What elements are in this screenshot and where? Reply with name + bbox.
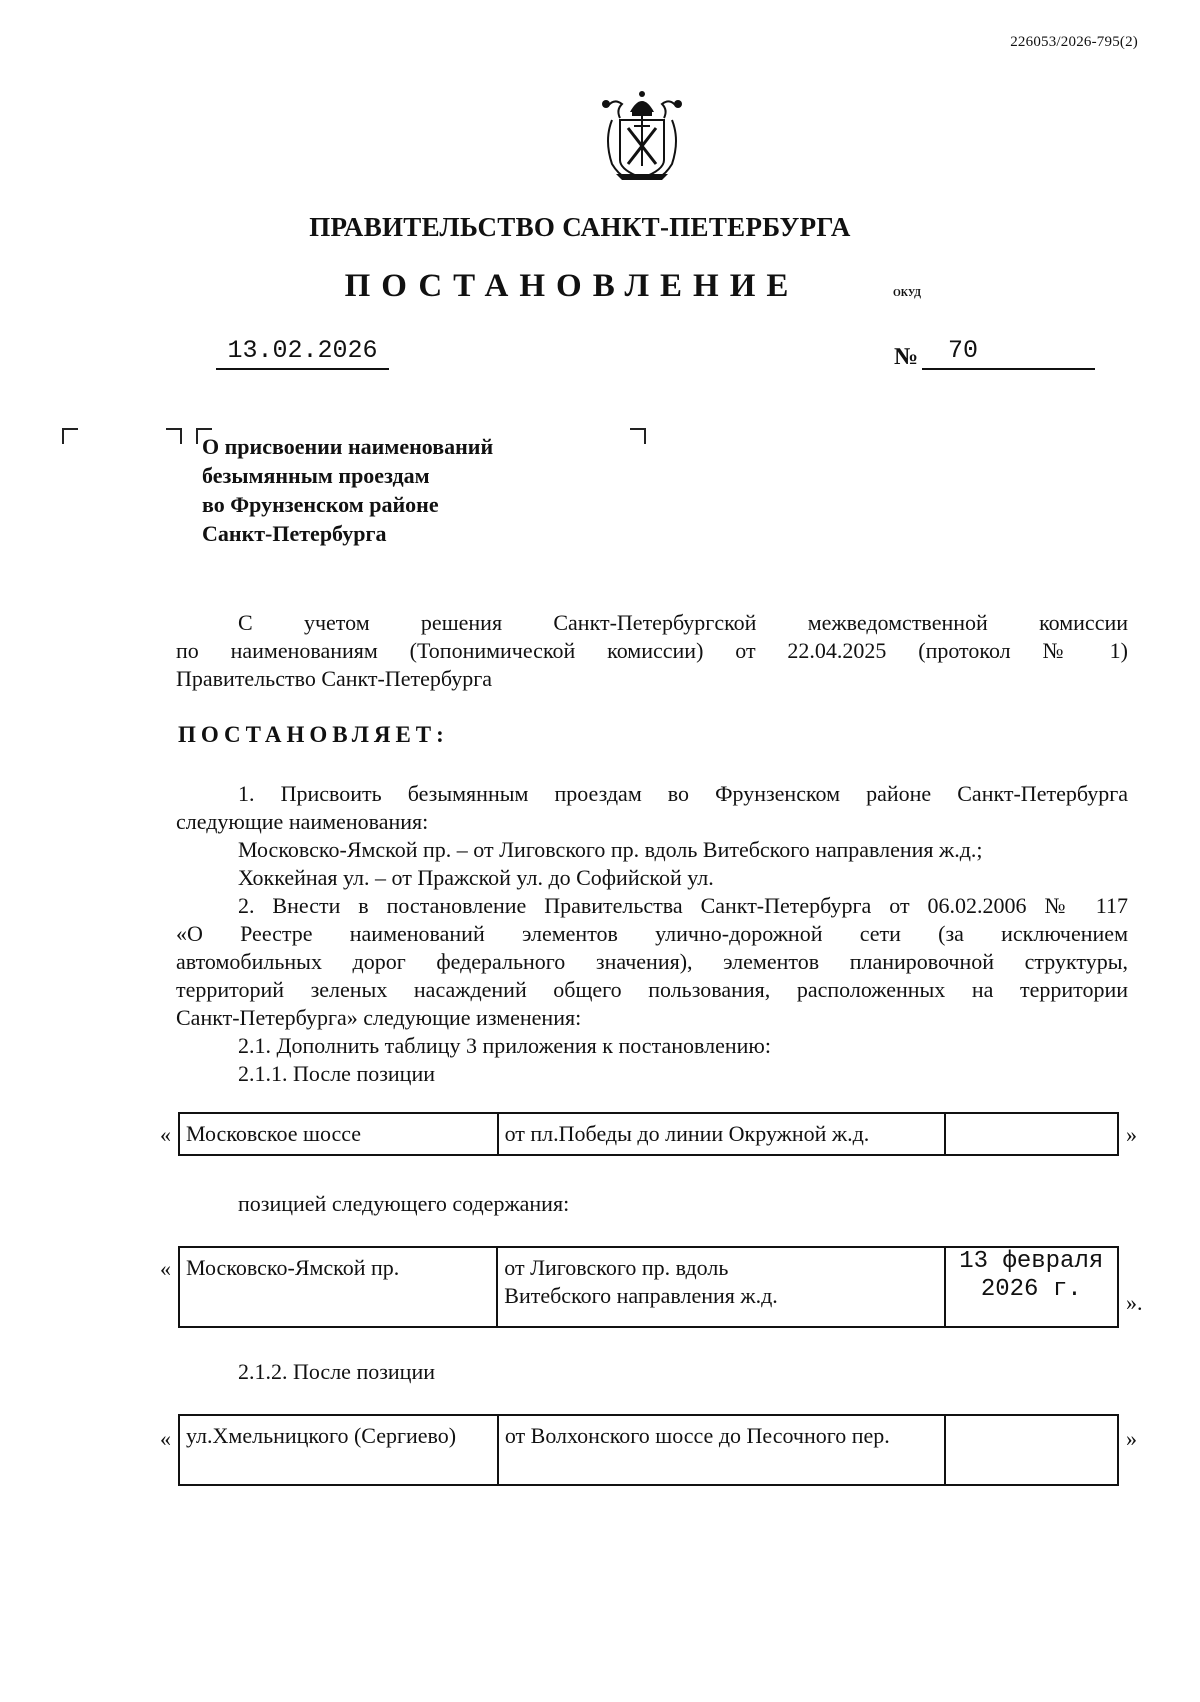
paragraph-line: территорий зеленых насаждений общего пользования, расположенных на территории [176, 977, 1128, 1002]
quote-open: « [160, 1256, 171, 1281]
position-table-1 [178, 1112, 1119, 1156]
number-label: № [894, 344, 919, 370]
position-table-3 [178, 1414, 1119, 1486]
table-cell-name: Московско-Ямской пр. [179, 1247, 497, 1327]
table-cell-date [945, 1247, 1119, 1327]
paragraph-line: Санкт-Петербурга» следующие изменения: [176, 1005, 582, 1030]
quote-close: » [1126, 1426, 1137, 1451]
paragraph-line: 1. Присвоить безымянным проездам во Фрунзенском районе Санкт-Петербурга [238, 781, 1128, 806]
table-cell-name: ул.Хмельницкого (Сергиево) [179, 1415, 498, 1485]
resolves-heading: ПОСТАНОВЛЯЕТ: [178, 722, 449, 747]
paragraph-line: Московско-Ямской пр. – от Лиговского пр. вдоль Витебского направления ж.д.; [238, 837, 983, 862]
paragraph-line: 2.1.1. После позиции [238, 1061, 436, 1086]
table-row [179, 1247, 1118, 1327]
paragraph-line: следующие наименования: [176, 809, 429, 834]
quote-close-dot: ». [1126, 1290, 1143, 1315]
decree-date: 13.02.2026 [216, 336, 389, 370]
government-name: ПРАВИТЕЛЬСТВО САНКТ-ПЕТЕРБУРГА [309, 212, 851, 242]
decree-title [202, 432, 493, 548]
coat-of-arms-emblem [590, 86, 694, 190]
title-bracket-left-outer [62, 428, 78, 444]
decree-heading-row [0, 268, 1200, 305]
desc-line: от Лиговского пр. вдоль [504, 1255, 729, 1280]
title-line: безымянным проездам [202, 463, 430, 488]
okud-label: ОКУД [893, 288, 922, 299]
table-row [179, 1113, 1118, 1155]
paragraph-line: «О Реестре наименований элементов улично-дорожной сети (за исключением [176, 921, 1128, 946]
paragraph-line: автомобильных дорог федерального значения), элементов планировочной структуры, [176, 949, 1128, 974]
quote-open: « [160, 1122, 171, 1147]
title-bracket-right-inner [166, 428, 182, 444]
desc-line: Витебского направления ж.д. [504, 1283, 778, 1308]
title-line: во Фрунзенском районе [202, 492, 439, 517]
title-bracket-right-outer [630, 428, 646, 444]
preamble-line: Правительство Санкт-Петербурга [176, 666, 493, 691]
table-cell-date [945, 1415, 1118, 1485]
paragraph-line: 2.1. Дополнить таблицу 3 приложения к постановлению: [238, 1033, 771, 1058]
paragraph-line: 2. Внести в постановление Правительства Санкт-Петербурга от 06.02.2006 № 117 [238, 893, 1128, 918]
position-table-2 [178, 1246, 1119, 1328]
table-cell-desc [497, 1247, 944, 1327]
table-cell-desc: от пл.Победы до линии Окружной ж.д. [498, 1113, 946, 1155]
decree-heading: ПОСТАНОВЛЕНИЕ [344, 268, 800, 304]
quote-close: » [1126, 1122, 1137, 1147]
quote-open: « [160, 1426, 171, 1451]
table-cell-date [945, 1113, 1118, 1155]
paragraph-line: позицией следующего содержания: [238, 1191, 570, 1216]
table-cell-name: Московское шоссе [179, 1113, 498, 1155]
preamble-line: С учетом решения Санкт-Петербургской межведомственной комиссии [238, 610, 1128, 635]
document-number: 226053/2026-795(2) [1010, 34, 1138, 50]
date-line: 2026 г. [980, 1276, 1082, 1303]
paragraph-line: 2.1.2. После позиции [238, 1359, 436, 1384]
paragraph-line: Хоккейная ул. – от Пражской ул. до Софийской ул. [238, 865, 714, 890]
title-line: Санкт-Петербурга [202, 521, 387, 546]
decree-number: 70 [922, 336, 1095, 370]
date-line: 13 февраля [959, 1248, 1104, 1275]
title-line: О присвоении наименований [202, 434, 494, 459]
table-cell-desc: от Волхонского шоссе до Песочного пер. [498, 1415, 945, 1485]
table-row [179, 1415, 1118, 1485]
preamble-line: по наименованиям (Топонимической комиссии) от 22.04.2025 (протокол № 1) [176, 638, 1128, 663]
